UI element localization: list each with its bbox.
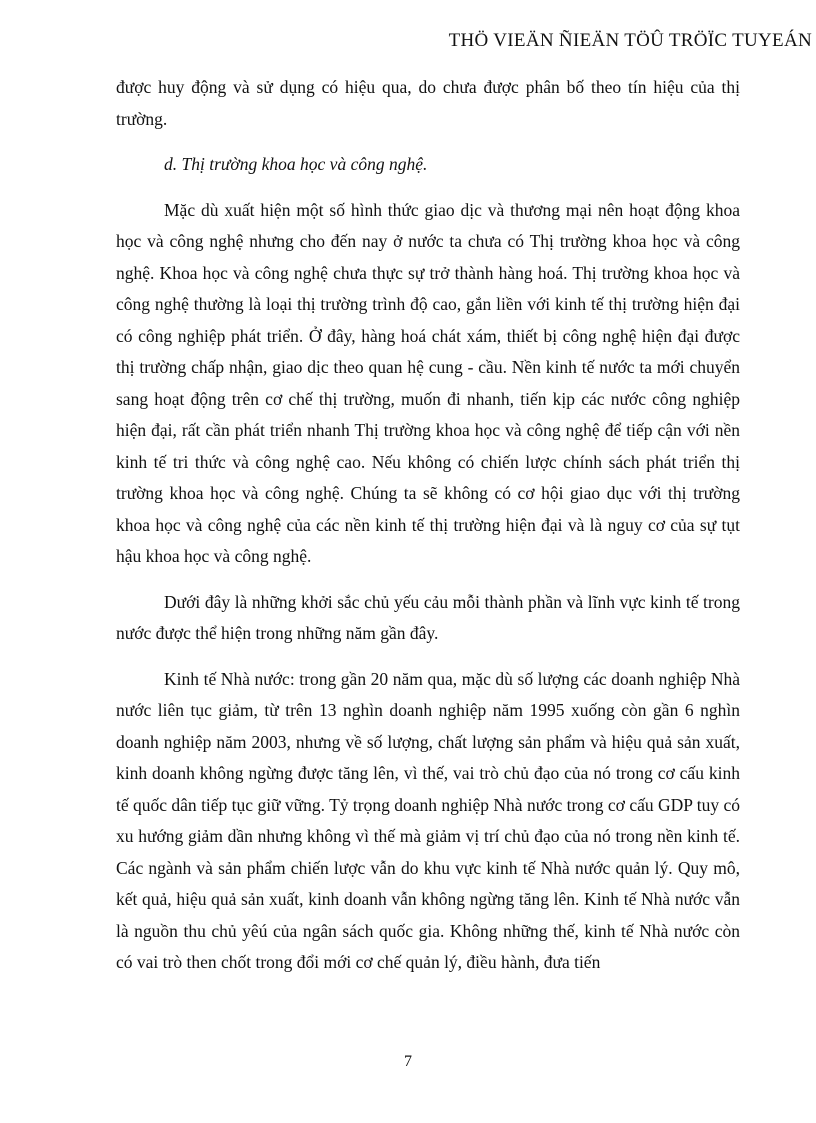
page-number: 7 bbox=[404, 1053, 412, 1070]
paragraph-continuation: được huy động và sử dụng có hiệu qua, do chưa được phân bố theo tín hiệu của thị trường. bbox=[116, 77, 740, 129]
paragraph-science-market: Mặc dù xuất hiện một số hình thức giao dịc và thương mại nên hoạt động khoa học và công nghệ nhưng cho đến nay ở nước ta chưa có Thị trường khoa học và công nghệ. Khoa học và công nghệ chưa thực sự trở thành hàng hoá. Thị trường khoa học và công nghệ thường là loại thị trường trình độ cao, gắn liền với kinh tế thị trường hiện đại có công nghiệp phát triển. Ở đây, hàng hoá chát xám, thiết bị công nghệ hiện đại được thị trường chấp nhận, giao dịc theo quan hệ cung - cầu. Nền kinh tế nước ta mới chuyển sang hoạt động trên cơ chế thị trường, muốn đi nhanh, tiến kịp các nước công nghiệp hiện đại, rất cần phát triển nhanh Thị trường khoa học và công nghệ để tiếp cận với nền kinh tế tri thức và công nghệ cao. Nếu không có chiến lược chính sách phát triển thị trường khoa học và công nghệ. Chúng ta sẽ không có cơ hội giao dục với thị trường khoa học và công nghệ của các nền kinh tế thị trường hiện đại và là nguy cơ của sự tụt hậu khoa học và công nghệ. bbox=[116, 199, 740, 566]
document-body bbox=[116, 72, 740, 993]
paragraph-intro-sectors: Dưới đây là những khởi sắc chủ yếu cảu mỗi thành phần và lĩnh vực kinh tế trong nước được thể hiện trong những năm gần đây. bbox=[116, 591, 740, 643]
section-heading: d. Thị trường khoa học và công nghệ. bbox=[164, 154, 428, 174]
paragraph-state-economy: Kinh tế Nhà nước: trong gần 20 năm qua, mặc dù số lượng các doanh nghiệp Nhà nước liên tục giảm, từ trên 13 nghìn doanh nghiệp năm 1995 xuống còn gần 6 nghìn doanh nghiệp năm 2003, nhưng về số lượng, chất lượng sản phẩm và hiệu quả sản xuất, kinh doanh không ngừng được tăng lên, vì thế, vai trò chủ đạo của nó trong cơ cấu kinh tế quốc dân tiếp tục giữ vững. Tỷ trọng doanh nghiệp Nhà nước trong cơ cấu GDP tuy có xu hướng giảm dần nhưng không vì thế mà giảm vị trí chủ đạo của nó trong nền kinh tế. Các ngành và sản phẩm chiến lược vẫn do khu vực kinh tế Nhà nước quản lý. Quy mô, kết quả, hiệu quả sản xuất, kinh doanh vẫn không ngừng tăng lên. Kinh tế Nhà nước vẫn là nguồn thu chủ yêú của ngân sách quốc gia. Không những thế, kinh tế Nhà nước còn có vai trò then chốt trong đổi mới cơ chế quản lý, điều hành, đưa tiến bbox=[116, 668, 740, 972]
library-header: THÖ VIEÄN ÑIEÄN TÖÛ TRÖÏC TUYEÁN bbox=[448, 30, 812, 51]
